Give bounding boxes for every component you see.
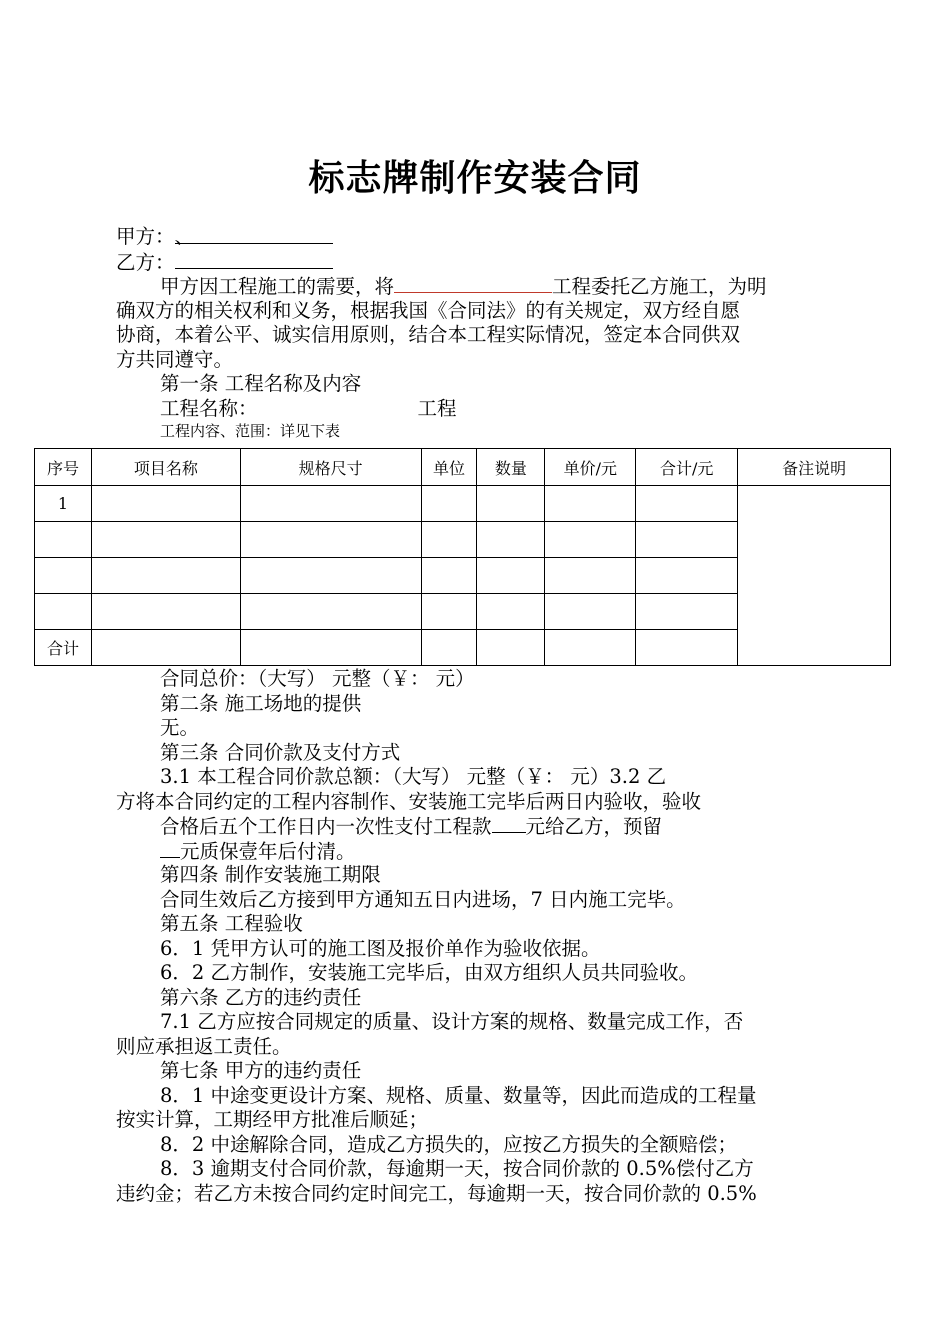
table-cell (545, 522, 636, 558)
payment-text: 合格后五个工作日内一次性支付工程款 (160, 815, 492, 838)
article-6-line-1: 7.1 乙方应按合同规定的质量、设计方案的规格、数量完成工作，否 (160, 1010, 744, 1033)
table-cell (421, 558, 477, 594)
article-3-line-2: 方将本合同约定的工程内容制作、安装施工完毕后两日内验收，验收 (116, 789, 702, 813)
table-cell (240, 486, 421, 522)
retention-amount-blank (160, 839, 180, 858)
table-cell (636, 594, 738, 630)
project-name-blank (394, 274, 552, 293)
table-cell (545, 630, 636, 666)
payment-amount-blank (492, 814, 526, 833)
header-cell: 项目名称 (91, 449, 240, 486)
header-cell: 合计/元 (636, 449, 738, 486)
table-cell (91, 594, 240, 630)
contract-header (116, 225, 841, 441)
party-b-label: 乙方： (116, 250, 175, 274)
table-cell (35, 522, 92, 558)
table-row (35, 486, 891, 522)
page-title: 标志牌制作安装合同 (308, 158, 642, 199)
party-a-label: 甲方： (116, 225, 175, 248)
table-cell (35, 594, 92, 630)
party-b-line (116, 250, 841, 275)
article-1-heading: 第一条 工程名称及内容 (160, 372, 362, 395)
intro-text: 工程委托乙方施工，为明 (552, 275, 767, 298)
table-cell (421, 594, 477, 630)
table-cell (545, 486, 636, 522)
header-cell: 规格尺寸 (240, 449, 421, 486)
article-6-line-2: 则应承担返工责任。 (116, 1034, 292, 1058)
article-4-content: 合同生效后乙方接到甲方通知五日内进场，7 日内施工完毕。 (160, 887, 686, 911)
intro-line-1 (116, 274, 841, 299)
table-cell: 合计 (35, 630, 92, 666)
header-cell: 序号 (35, 449, 92, 486)
article-7-heading: 第七条 甲方的违约责任 (160, 1059, 362, 1082)
intro-line-2: 确双方的相关权利和义务，根据我国《合同法》的有关规定，双方经自愿 (116, 298, 741, 322)
article-3-line-1: 3.1 本工程合同价款总额：（大写） 元整（￥： 元）3.2 乙 (160, 765, 667, 788)
table-cell (545, 594, 636, 630)
header-cell: 数量 (477, 449, 545, 486)
total-price-line: 合同总价：（大写） 元整（￥： 元） (160, 667, 475, 690)
table-cell (477, 594, 545, 630)
table-header-row (35, 449, 891, 486)
party-b-blank (175, 250, 333, 269)
table-cell (240, 522, 421, 558)
article-3-heading: 第三条 合同价款及支付方式 (160, 740, 401, 764)
article-5-item-2: 6．2 乙方制作，安装施工完毕后，由双方组织人员共同验收。 (160, 961, 699, 984)
header-cell: 单位 (421, 449, 477, 486)
table-cell (240, 558, 421, 594)
contract-body (116, 667, 841, 1206)
party-a-value: 、 (174, 225, 195, 248)
table-cell: 1 (35, 486, 92, 522)
intro-text: 甲方因工程施工的需要，将 (160, 275, 395, 298)
table-cell (421, 522, 477, 558)
table-cell (91, 486, 240, 522)
article-4-heading: 第四条 制作安装施工期限 (160, 863, 381, 886)
table-cell (421, 630, 477, 666)
table-cell (636, 558, 738, 594)
article-3-line-3 (116, 814, 841, 839)
table-cell (477, 558, 545, 594)
table-cell (91, 630, 240, 666)
table-cell (91, 558, 240, 594)
article-6-heading: 第六条 乙方的违约责任 (160, 985, 362, 1009)
table-cell (240, 594, 421, 630)
items-table (34, 448, 891, 666)
article-2-heading: 第二条 施工场地的提供 (160, 691, 362, 715)
table-cell (91, 522, 240, 558)
article-3-line-4 (116, 839, 841, 864)
project-name-suffix: 工程 (417, 396, 457, 420)
project-name-label: 工程名称： (160, 396, 258, 420)
table-cell (636, 522, 738, 558)
remarks-cell (738, 486, 891, 666)
article-7-item-1-line-2: 按实计算，工期经甲方批准后顺延； (116, 1108, 429, 1131)
table-cell (477, 630, 545, 666)
table-cell (545, 558, 636, 594)
payment-text: 元给乙方，预留 (525, 815, 663, 838)
project-scope-note: 工程内容、范围：详见下表 (160, 422, 341, 440)
article-2-content: 无。 (160, 716, 200, 739)
table-cell (477, 486, 545, 522)
party-a-blank (174, 225, 333, 248)
table-cell (636, 486, 738, 522)
article-7-item-3-line-1: 8．3 逾期支付合同价款，每逾期一天，按合同价款的 0.5%偿付乙方 (160, 1157, 754, 1180)
header-cell: 备注说明 (738, 449, 891, 486)
table-cell (240, 630, 421, 666)
table-cell (421, 486, 477, 522)
table-cell (636, 630, 738, 666)
intro-line-4: 方共同遵守。 (116, 347, 234, 371)
table-cell (35, 558, 92, 594)
article-7-item-3-line-2: 违约金；若乙方未按合同约定时间完工，每逾期一天，按合同价款的 0.5% (116, 1181, 757, 1205)
header-cell: 单价/元 (545, 449, 636, 486)
table-cell (477, 522, 545, 558)
project-name-line (116, 397, 841, 422)
retention-text: 元质保壹年后付清。 (180, 839, 356, 863)
article-7-item-2: 8．2 中途解除合同，造成乙方损失的，应按乙方损失的全额赔偿； (160, 1132, 738, 1156)
intro-line-3: 协商，本着公平、诚实信用原则，结合本工程实际情况，签定本合同供双 (116, 323, 741, 346)
article-5-item-1: 6．1 凭甲方认可的施工图及报价单作为验收依据。 (160, 936, 601, 960)
party-a-line (116, 225, 841, 250)
article-7-item-1-line-1: 8．1 中途变更设计方案、规格、质量、数量等，因此而造成的工程量 (160, 1083, 757, 1107)
article-5-heading: 第五条 工程验收 (160, 912, 303, 935)
